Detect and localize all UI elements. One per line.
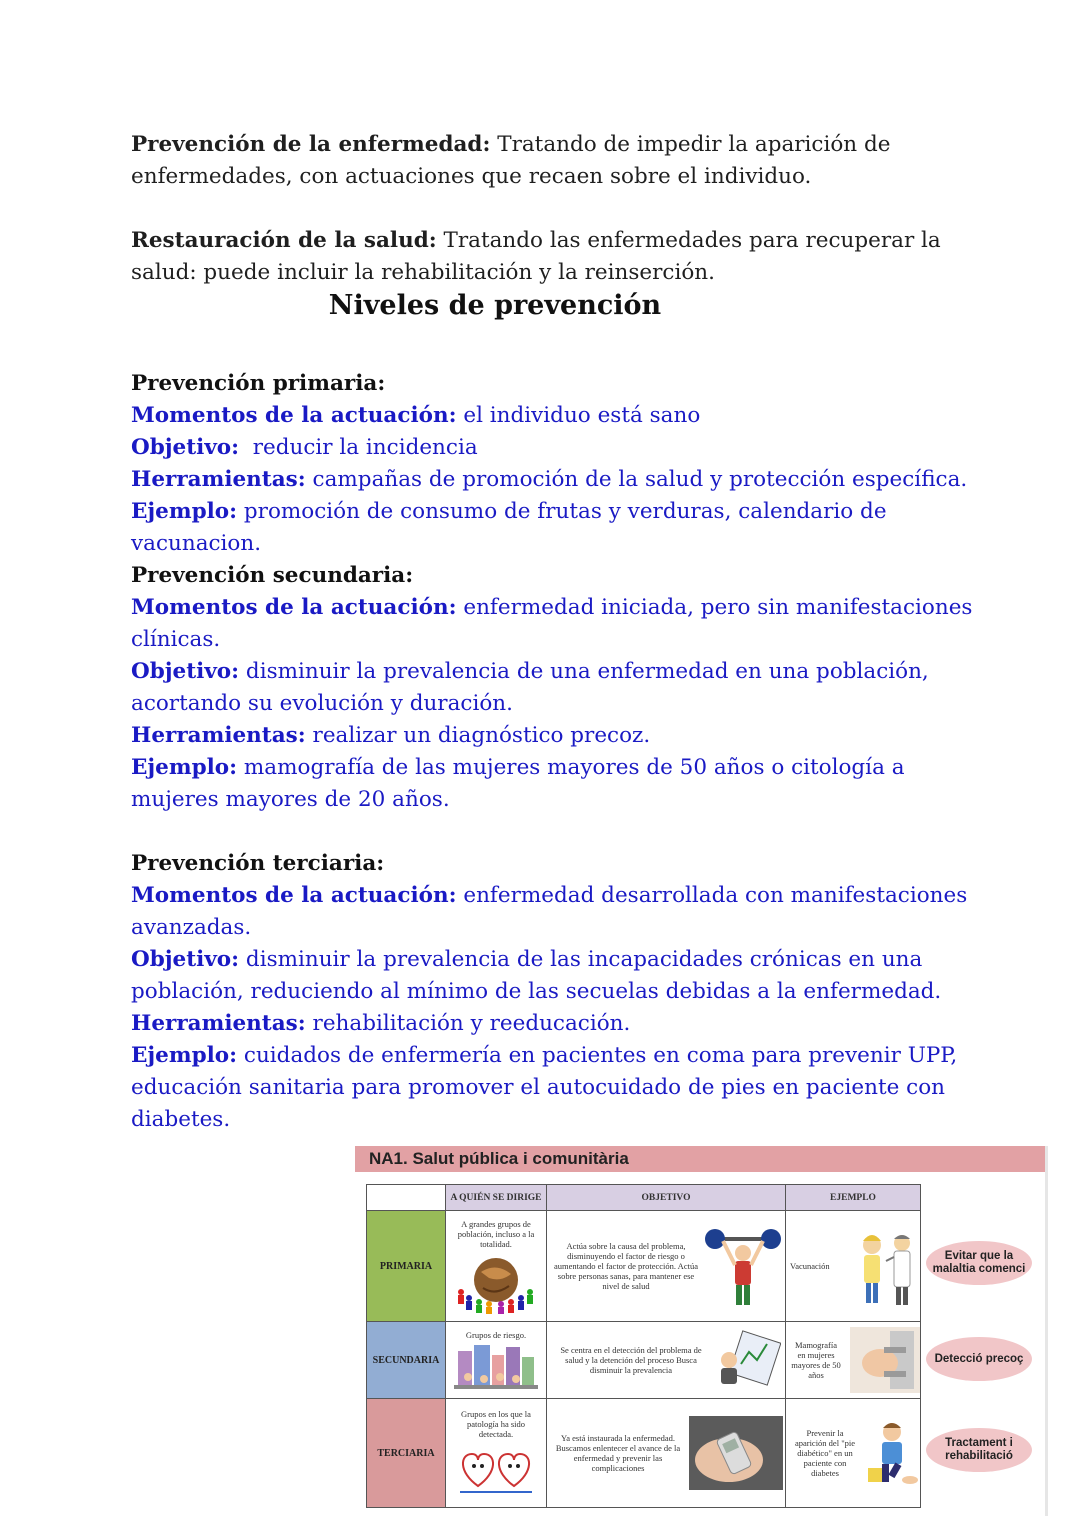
- ejemplo-text: promoción de consumo de frutas y verduras, calendario de vacunacion.: [131, 499, 887, 556]
- intro-prevencion-enfermedad: [131, 129, 991, 193]
- table-header-row: [367, 1185, 921, 1211]
- level-momento: [131, 400, 991, 432]
- diagnosis-icon: [715, 1330, 781, 1390]
- level-terciaria: [131, 848, 991, 1136]
- badge-primaria: Evitar que la malaltia comenci: [926, 1241, 1032, 1285]
- cell-objetivo: [547, 1211, 786, 1322]
- level-ejemplo: [131, 1040, 991, 1136]
- intro-restauracion-salud: [131, 225, 991, 289]
- intro-text: Tratando de impedir la aparición de enfermedades, con actuaciones que recaen sobre el individuo.: [131, 132, 891, 189]
- diabetic-foot-icon: [864, 1418, 920, 1488]
- table-row: [367, 1211, 921, 1322]
- level-title: Prevención terciaria:: [131, 851, 385, 876]
- figure-title-bar: [355, 1146, 1045, 1172]
- level-herramientas: [131, 720, 991, 752]
- level-objetivo: [131, 656, 991, 720]
- objetivo-text: disminuir la prevalencia de las incapacidades crónicas en una población, reduciendo al mínimo de las secuelas debidas a la enfermedad.: [131, 947, 942, 1004]
- globe-people-icon: [453, 1252, 539, 1314]
- table-row: [367, 1399, 921, 1508]
- herramientas-text: campañas de promoción de la salud y protección específica.: [305, 467, 968, 492]
- momento-text: enfermedad desarrollada con manifestaciones avanzadas.: [131, 883, 968, 940]
- objetivo-label: Objetivo:: [131, 435, 240, 460]
- objetivo-text: disminuir la prevalencia de una enfermedad en una población, acortando su evolución y duración.: [131, 659, 929, 716]
- ejemplo-label: Ejemplo:: [131, 755, 238, 780]
- herramientas-label: Herramientas:: [131, 723, 306, 748]
- level-primaria: [131, 368, 991, 560]
- vaccination-icon: [850, 1221, 920, 1311]
- row-label: SECUNDARIA: [367, 1322, 446, 1399]
- header-ejemplo: EJEMPLO: [786, 1185, 921, 1211]
- momento-text: el individuo está sano: [456, 403, 701, 428]
- figure-title: NA1. Salut pública i comunitària: [369, 1149, 629, 1168]
- table-row: [367, 1322, 921, 1399]
- quien-text: A grandes grupos de población, incluso a la totalidad.: [457, 1219, 535, 1249]
- objetivo-text: Se centra en el detección del problema de salud y la detención del proceso Busca disminuir la prevalencia: [560, 1345, 702, 1375]
- level-title: Prevención primaria:: [131, 371, 386, 396]
- cell-objetivo: [547, 1399, 786, 1508]
- herramientas-text: rehabilitación y reeducación.: [305, 1011, 631, 1036]
- objetivo-text: Ya está instaurada la enfermedad. Buscamos enlentecer el avance de la enfermedad y prevenir las complicaciones: [555, 1433, 681, 1473]
- cell-objetivo: [547, 1322, 786, 1399]
- ejemplo-text: Mamografía en mujeres mayores de 50 años: [791, 1340, 841, 1380]
- ejemplo-text: mamografía de las mujeres mayores de 50 años o citología a mujeres mayores de 20 años.: [131, 755, 905, 812]
- objetivo-label: Objetivo:: [131, 947, 240, 972]
- cell-ejemplo: [786, 1322, 921, 1399]
- objetivo-text: Actúa sobre la causa del problema, disminuyendo el factor de riesgo o aumentando el factor de protección. Actúa sobre personas sanas, para mantener ese nivel de salud: [554, 1241, 698, 1291]
- glucose-meter-icon: [689, 1416, 783, 1490]
- intro-text: Tratando las enfermedades para recuperar la salud: puede incluir la rehabilitación y la reinserción.: [131, 228, 941, 285]
- cell-ejemplo: [786, 1211, 921, 1322]
- herramientas-text: realizar un diagnóstico precoz.: [305, 723, 651, 748]
- momento-label: Momentos de la actuación:: [131, 595, 457, 620]
- level-title: Prevención secundaria:: [131, 563, 414, 588]
- intro-label: Prevención de la enfermedad:: [131, 132, 491, 157]
- intro-label: Restauración de la salud:: [131, 228, 437, 253]
- cell-ejemplo: [786, 1399, 921, 1508]
- prevention-levels-figure: [355, 1146, 1048, 1516]
- weightlifter-icon: [705, 1221, 781, 1311]
- level-ejemplo: [131, 752, 991, 816]
- mammography-icon: [850, 1327, 920, 1393]
- level-secundaria: [131, 560, 991, 816]
- objetivo-text: reducir la incidencia: [239, 435, 478, 460]
- cell-quien: [446, 1322, 547, 1399]
- row-label: PRIMARIA: [367, 1211, 446, 1322]
- level-objetivo: [131, 432, 991, 464]
- prevention-table: [366, 1184, 921, 1508]
- momento-text: enfermedad iniciada, pero sin manifestaciones clínicas.: [131, 595, 973, 652]
- cell-quien: [446, 1211, 547, 1322]
- level-momento: [131, 592, 991, 656]
- level-herramientas: [131, 464, 991, 496]
- hearts-icon: [454, 1442, 538, 1498]
- level-herramientas: [131, 1008, 991, 1040]
- level-ejemplo: [131, 496, 991, 560]
- objetivo-label: Objetivo:: [131, 659, 240, 684]
- momento-label: Momentos de la actuación:: [131, 403, 457, 428]
- quien-text: Grupos de riesgo.: [465, 1330, 527, 1340]
- ejemplo-text: Prevenir la aparición del "pie diabético" en un paciente con diabetes: [794, 1428, 856, 1478]
- momento-label: Momentos de la actuación:: [131, 883, 457, 908]
- badge-terciaria: Tractament i rehabilitació: [926, 1428, 1032, 1472]
- row-label: TERCIARIA: [367, 1399, 446, 1508]
- badge-secundaria: Detecció precoç: [926, 1337, 1032, 1381]
- ejemplo-text: Vacunación: [790, 1261, 830, 1271]
- cell-quien: [446, 1399, 547, 1508]
- header-quien: A QUIÉN SE DIRIGE: [446, 1185, 547, 1211]
- herramientas-label: Herramientas:: [131, 467, 306, 492]
- ejemplo-label: Ejemplo:: [131, 499, 238, 524]
- level-objetivo: [131, 944, 991, 1008]
- header-objetivo: OBJETIVO: [547, 1185, 786, 1211]
- ejemplo-text: cuidados de enfermería en pacientes en coma para prevenir UPP, educación sanitaria para promover el autocuidado de pies en paciente con diabetes.: [131, 1043, 958, 1132]
- level-momento: [131, 880, 991, 944]
- section-heading: Niveles de prevención: [328, 290, 662, 321]
- herramientas-label: Herramientas:: [131, 1011, 306, 1036]
- table-corner: [367, 1185, 446, 1211]
- quien-text: Grupos en los que la patología ha sido detectada.: [461, 1409, 531, 1439]
- risk-group-icon: [454, 1341, 538, 1391]
- ejemplo-label: Ejemplo:: [131, 1043, 238, 1068]
